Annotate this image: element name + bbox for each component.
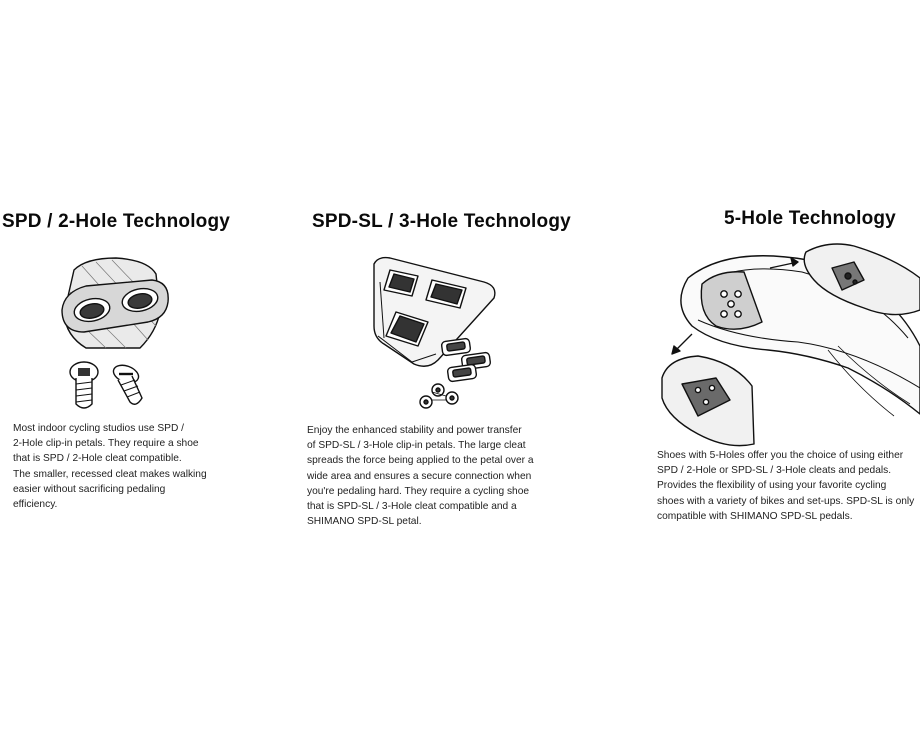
five-hole-shoe-illustration <box>658 238 920 448</box>
spd-cleat-illustration <box>56 252 176 422</box>
section-spd-2-hole <box>0 0 300 736</box>
spd-sl-cleat-illustration <box>366 252 506 412</box>
section-5-hole <box>600 0 920 736</box>
section-title: 5-Hole Technology <box>724 208 896 229</box>
section-title: SPD-SL / 3-Hole Technology <box>312 211 571 232</box>
section-description: Most indoor cycling studios use SPD / 2-Hole clip-in petals. They require a shoe that is SPD / 2-Hole cleat compatible. The smaller, recessed cleat makes walking easier without sacrificing pedaling efficiency. <box>13 423 207 511</box>
section-title: SPD / 2-Hole Technology <box>2 211 231 232</box>
section-description: Enjoy the enhanced stability and power transfer of SPD-SL / 3-Hole clip-in petals. The large cleat spreads the force being applied to the petal over a wide area and ensures a secure connection when you're pedaling hard. They require a cycling shoe that is SPD-SL / 3-Hole cleat compatible and a SHIMANO SPD-SL petal. <box>307 425 534 528</box>
section-description: Shoes with 5-Holes offer you the choice of using either SPD / 2-Hole or SPD-SL / 3-Hole cleats and pedals. Provides the flexibility of using your favorite cycling shoes with a variety of bikes and set-ups. SPD-SL is only compatible with SHIMANO SPD-SL pedals. <box>657 450 915 522</box>
section-spd-sl-3-hole <box>300 0 600 736</box>
